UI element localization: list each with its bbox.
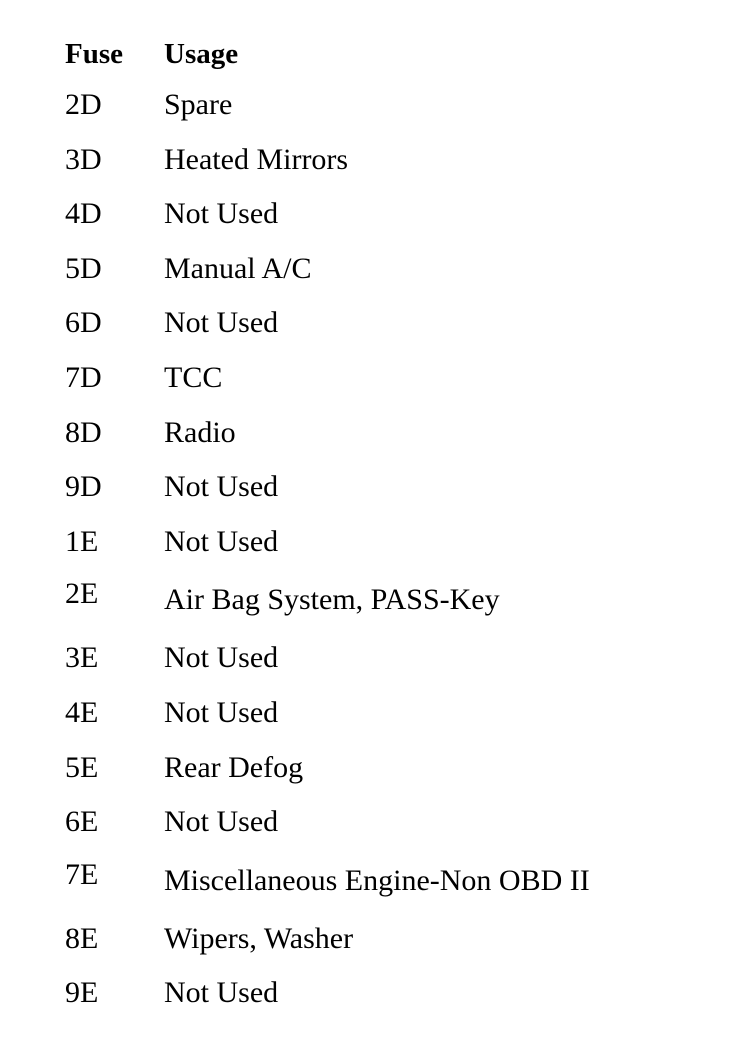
table-row	[65, 795, 590, 850]
header-usage: Usage	[164, 38, 239, 70]
table-row	[65, 686, 590, 741]
table-row	[65, 406, 590, 461]
fuse-usage: Radio	[164, 415, 236, 449]
fuse-usage: Heated Mirrors	[164, 142, 349, 176]
fuse-usage: Spare	[164, 88, 233, 121]
fuse-number: 6E	[65, 805, 99, 839]
fuse-usage: Wipers, Washer	[164, 921, 354, 955]
fuse-number: 2D	[65, 88, 102, 121]
fuse-usage: Rear Defog	[164, 750, 304, 784]
fuse-number: 3E	[65, 641, 99, 675]
table-row	[65, 966, 590, 1021]
table-row	[65, 296, 590, 351]
table-row	[65, 78, 590, 133]
fuse-table-body	[65, 78, 590, 1021]
table-row	[65, 569, 590, 631]
fuse-number: 8D	[65, 415, 102, 449]
fuse-usage: Not Used	[164, 641, 279, 675]
fuse-number: 4D	[65, 197, 102, 231]
fuse-table-header	[65, 30, 590, 78]
fuse-usage: Not Used	[164, 306, 279, 340]
header-row	[65, 30, 590, 78]
fuse-usage: Not Used	[164, 976, 279, 1010]
table-row	[65, 351, 590, 406]
table-row	[65, 242, 590, 297]
fuse-number: 3D	[65, 142, 102, 176]
fuse-usage: Not Used	[164, 524, 279, 558]
table-row	[65, 515, 590, 570]
fuse-number: 9E	[65, 976, 99, 1010]
fuse-usage: Miscellaneous Engine-Non OBD II	[164, 863, 590, 897]
fuse-number: 8E	[65, 921, 99, 955]
fuse-usage: TCC	[164, 360, 223, 394]
table-row	[65, 912, 590, 967]
table-row	[65, 133, 590, 188]
fuse-usage: Not Used	[164, 805, 279, 839]
fuse-number: 7E	[65, 857, 99, 891]
fuse-usage: Not Used	[164, 470, 279, 504]
fuse-number: 4E	[65, 695, 99, 729]
fuse-number: 7D	[65, 360, 102, 394]
fuse-usage: Air Bag System, PASS-Key	[164, 583, 500, 617]
table-row	[65, 631, 590, 686]
table-row	[65, 741, 590, 796]
fuse-number: 1E	[65, 524, 99, 558]
fuse-table	[65, 30, 590, 1021]
header-fuse: Fuse	[65, 38, 123, 70]
fuse-number: 5E	[65, 750, 99, 784]
table-row	[65, 187, 590, 242]
fuse-number: 2E	[65, 577, 99, 611]
table-row	[65, 460, 590, 515]
fuse-number: 9D	[65, 470, 102, 504]
table-row	[65, 850, 590, 912]
fuse-usage: Manual A/C	[164, 251, 312, 285]
fuse-usage: Not Used	[164, 197, 279, 231]
fuse-number: 6D	[65, 306, 102, 340]
fuse-number: 5D	[65, 251, 102, 285]
fuse-usage: Not Used	[164, 695, 279, 729]
